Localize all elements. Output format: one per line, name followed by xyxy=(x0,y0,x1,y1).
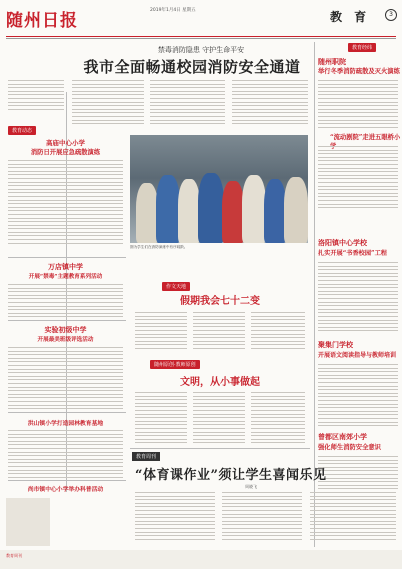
footer-label: 教育周刊 xyxy=(6,553,22,558)
essay-col3 xyxy=(251,392,305,446)
middle-tag-essay: 作文天地 xyxy=(162,282,190,291)
photo-figure xyxy=(156,175,180,243)
left-story4-title: 洪山镇小学打造园林教育基地 xyxy=(27,421,104,427)
bottom-body-col1 xyxy=(135,492,215,542)
divider xyxy=(8,412,126,413)
right-story5-subtitle: 强化师生消防安全意识 xyxy=(318,444,381,451)
top-story-headline: 我市全面畅通校园消防安全通道 xyxy=(83,58,301,76)
right-story4-title: 聚集门学校 xyxy=(318,340,353,349)
dateline: 2019年1月4日 星期五 xyxy=(150,8,196,13)
left-story1-body xyxy=(8,160,123,246)
essay-col2 xyxy=(193,392,245,446)
left-story3-title: 实验初级中学 xyxy=(44,325,87,334)
bottom-tag: 教育周刊 xyxy=(132,452,160,461)
photo-figure xyxy=(264,179,286,243)
essay-col1 xyxy=(135,392,187,446)
poem-col1 xyxy=(135,312,187,352)
footer-info-box xyxy=(6,498,50,546)
photo-figure xyxy=(198,173,224,243)
right-story2-title: “流动剧院”走进五眼桥小 xyxy=(330,134,401,141)
poem-title: 假期我会七十二变 xyxy=(180,296,260,307)
left-story3-subtitle: 开展最美班级评选活动 xyxy=(37,337,94,343)
top-story-kicker: 禁毒消防隐患 守护生命平安 xyxy=(157,46,245,54)
left-column-tag: 教育动态 xyxy=(8,126,36,135)
divider xyxy=(8,257,126,258)
divider xyxy=(130,448,310,449)
divider xyxy=(8,320,126,321)
left-story4-body xyxy=(8,430,123,480)
right-story2-body xyxy=(318,146,398,211)
right-story1-body xyxy=(318,80,398,130)
essay-title: 文明，从小事做起 xyxy=(180,377,260,388)
right-column-tag: 教育经纬 xyxy=(348,43,376,52)
photo-figure xyxy=(284,177,308,243)
masthead-rule-thin xyxy=(6,38,396,39)
left-story2-body xyxy=(8,284,123,324)
masthead-rule xyxy=(6,36,396,37)
section-title: 教 育 xyxy=(330,10,371,24)
right-story4-body xyxy=(318,364,398,429)
left-story3-body xyxy=(8,347,123,412)
photo-figure xyxy=(136,183,158,243)
bottom-byline: 周晓飞 xyxy=(245,484,257,489)
right-story3-title: 洛阳镇中心学校 xyxy=(318,238,367,247)
poem-col2 xyxy=(193,312,245,352)
left-story1-title: 高庙中心小学 xyxy=(46,139,85,147)
top-story-body-col3 xyxy=(150,80,225,127)
top-story-body-col1 xyxy=(8,80,64,112)
photo-figure xyxy=(242,175,266,243)
middle-tag-original: 随州原创·教师原创 xyxy=(150,360,200,369)
top-story-body-col4 xyxy=(232,80,308,127)
left-story5-title: 尚市镇中心小学举办科普活动 xyxy=(27,487,104,493)
photo-figure xyxy=(222,181,244,243)
left-story2-subtitle: 开展“禁毒”主题教育系列活动 xyxy=(28,274,103,280)
poem-col3 xyxy=(251,312,305,352)
right-story5-title: 曾都区南郊小学 xyxy=(318,432,367,441)
bottom-headline: “体育课作业”须让学生喜闻乐见 xyxy=(135,468,327,483)
page-number: 3 xyxy=(385,9,397,21)
right-story4-subtitle: 开展语文阅读指导与教师培训 xyxy=(318,352,397,359)
left-story1-subtitle: 消防日开展应急疏散演练 xyxy=(30,149,101,156)
right-story1-subtitle: 举行冬季消防疏散及灭火演练 xyxy=(318,68,400,75)
photo-caption: 图为学生们在消防演练中有序疏散。 xyxy=(130,245,188,249)
left-story2-title: 万店镇中学 xyxy=(48,262,83,271)
right-story1-title: 随州职院 xyxy=(318,57,346,66)
footer-band xyxy=(0,550,402,569)
newspaper-logo: 随州日报 xyxy=(6,11,78,31)
right-story3-subtitle: 扎实开展“书香校园”工程 xyxy=(318,250,387,257)
right-story3-body xyxy=(318,262,398,334)
bottom-body-col2 xyxy=(222,492,302,542)
bottom-body-col3 xyxy=(310,492,396,542)
top-story-body-col2 xyxy=(72,80,144,127)
divider xyxy=(8,480,126,481)
photo-figure xyxy=(178,179,200,243)
news-photo-students xyxy=(130,135,308,243)
